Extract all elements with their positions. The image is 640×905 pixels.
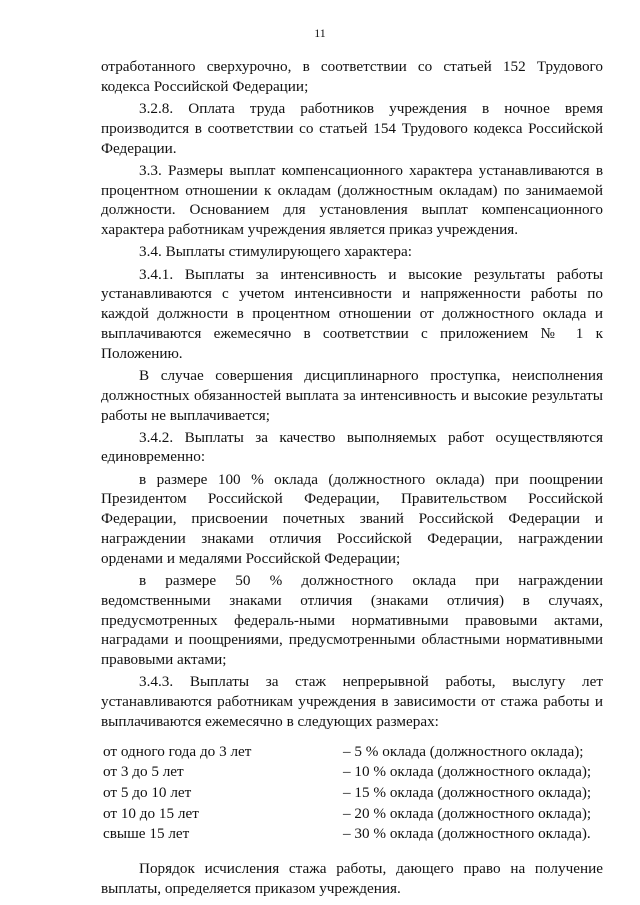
table-row xyxy=(101,783,603,804)
paragraph-3-2-8: 3.2.8. Оплата труда работников учреждения в ночное время производится в соответствии со статьей 154 Трудового кодекса Российской Федерации. xyxy=(101,99,603,157)
seniority-rate-table xyxy=(101,742,603,845)
seniority-rate: – 10 % оклада (должностного оклада); xyxy=(343,763,592,781)
seniority-period: от 3 до 5 лет xyxy=(103,763,184,781)
table-row xyxy=(101,804,603,825)
paragraph-disciplinary: В случае совершения дисциплинарного проступка, неисполнения должностных обязанностей выплата за интенсивность и высокие результаты работы не выплачивается; xyxy=(101,366,603,424)
paragraph-3-4-2: 3.4.2. Выплаты за качество выполняемых работ осуществляются единовременно: xyxy=(101,428,603,466)
seniority-period: от одного года до 3 лет xyxy=(103,742,252,760)
table-row xyxy=(101,742,603,763)
paragraph-50-percent: в размере 50 % должностного оклада при награждении ведомственными знаками отличия (знаками отличия) в случаях, предусмотренных федераль-ными нормативными правовыми актами, наградами и поощрениями, предусмотренными областными нормативными правовыми актами; xyxy=(101,572,603,669)
paragraph-3-4-3: 3.4.3. Выплаты за стаж непрерывной работы, выслугу лет устанавливаются работникам учреждения в зависимости от стажа работы и выплачиваются ежемесячно в следующих размерах: xyxy=(101,673,603,731)
seniority-rate: – 20 % оклада (должностного оклада); xyxy=(343,804,592,822)
paragraph-3-3: 3.3. Размеры выплат компенсационного характера устанавливаются в процентном отношении к окладам (должностным окладам) по занимаемой должности. Основанием для установления выплат компенсационного характера работникам учреждения является приказ учреждения. xyxy=(101,161,603,239)
paragraph-3-4: 3.4. Выплаты стимулирующего характера: xyxy=(139,243,412,261)
seniority-rate: – 5 % оклада (должностного оклада); xyxy=(343,742,584,760)
page-number: 11 xyxy=(314,26,326,40)
paragraph-overtime-continued: отработанного сверхурочно, в соответствии со статьей 152 Трудового кодекса Российской Федерации; xyxy=(101,58,603,95)
seniority-rate: – 30 % оклада (должностного оклада). xyxy=(343,825,591,843)
seniority-period: от 5 до 10 лет xyxy=(103,784,192,801)
seniority-period: от 10 до 15 лет xyxy=(103,804,199,822)
table-row xyxy=(101,824,603,845)
table-row xyxy=(101,762,603,783)
paragraph-closing: Порядок исчисления стажа работы, дающего право на получение выплаты, определяется приказом учреждения. xyxy=(101,859,603,897)
seniority-period: свыше 15 лет xyxy=(103,825,190,843)
paragraph-3-4-1: 3.4.1. Выплаты за интенсивность и высокие результаты работы устанавливаются с учетом интенсивности и напряженности работы по каждой должности в процентном отношении от должностного оклада и выплачиваются ежемесячно в соответствии с приложением № 1 к Положению. xyxy=(101,265,603,362)
seniority-rate: – 15 % оклада (должностного оклада); xyxy=(343,784,592,801)
paragraph-100-percent: в размере 100 % оклада (должностного оклада) при поощрении Президентом Российской Федерации, Правительством Российской Федерации, присвоении почетных званий Российской Федерации и награждении знаками отличия Российской Федерации, награждении орденами и медалями Российской Федерации; xyxy=(101,470,603,567)
document-body xyxy=(101,57,603,901)
